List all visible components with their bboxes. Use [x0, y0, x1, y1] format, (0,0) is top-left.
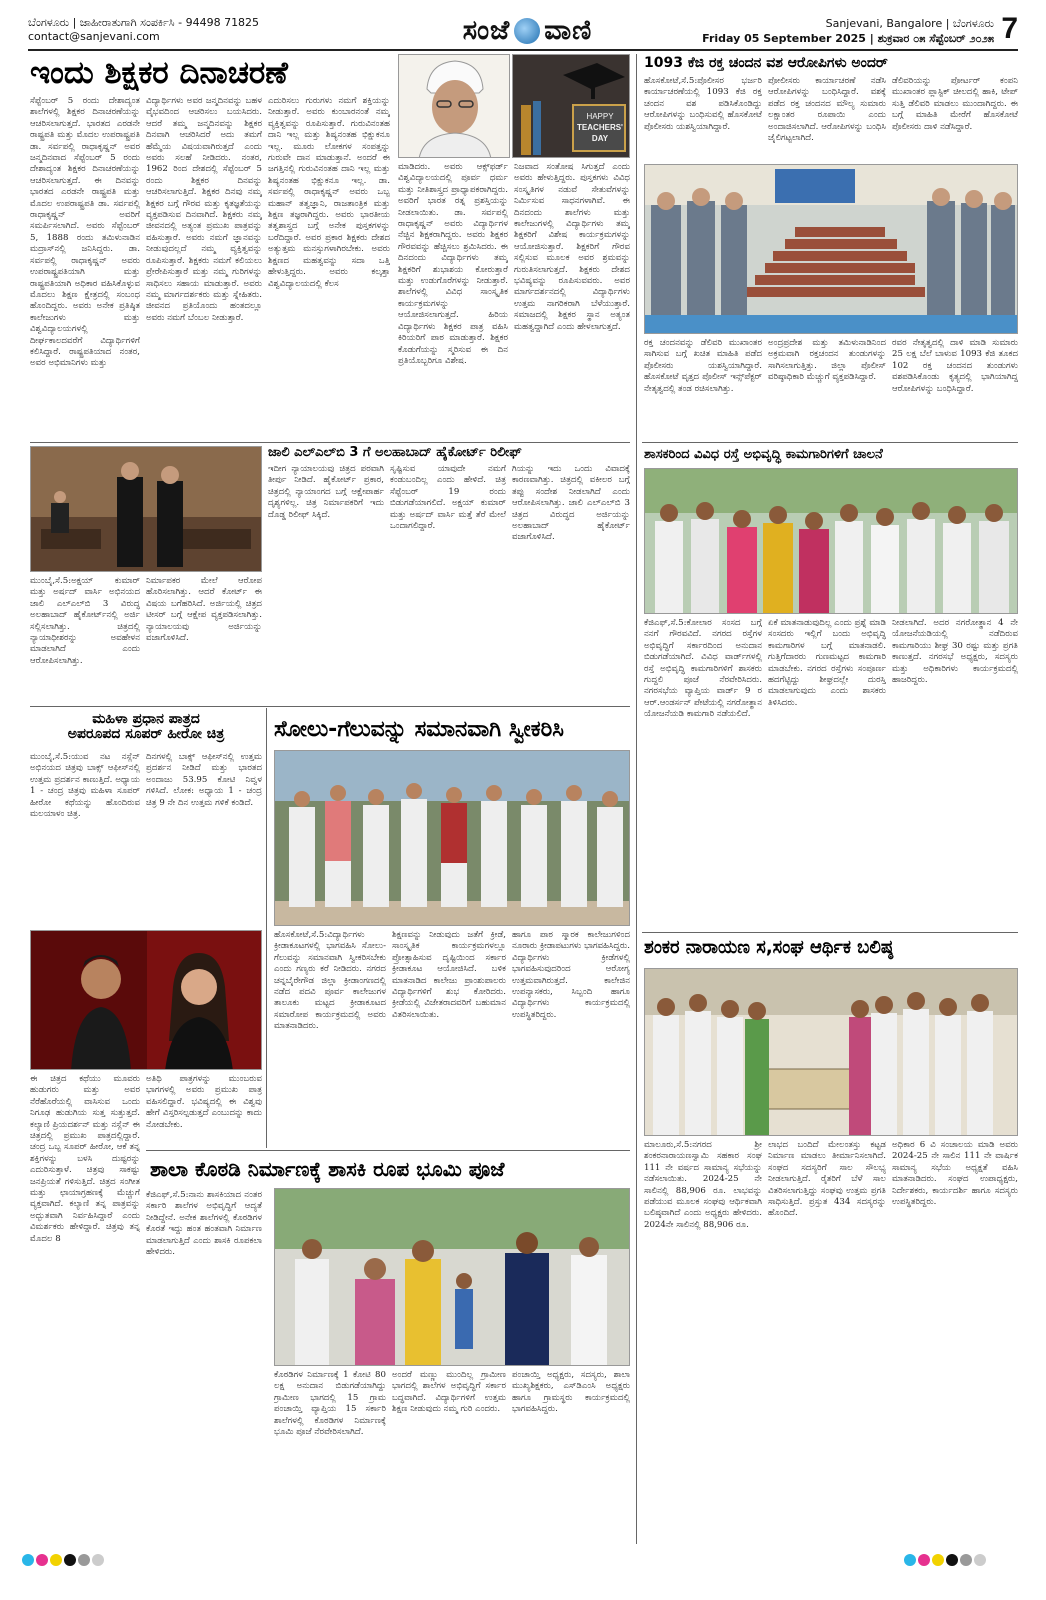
- roads-column: ಏಕೆ ಮಾತನಾಡುವುದಿಲ್ಲ ಎಂದು ಪ್ರಶ್ನೆ ಮಾಡಿ ಸಂಸದರು ಇಲ್ಲಿಗೆ ಬಂದು ಅಭಿವೃದ್ಧಿ ಕಾಮಗಾರಿಗಳ ಬಗ್ಗೆ ಮಾತನಾಡಲಿ. ಗುತ್ತಿಗೆದಾರರು ಗುಣಮಟ್ಟದ ಕಾಮಗಾರಿ ಮಾಡಬೇಕು. ನಗರದ ರಸ್ತೆಗಳು ಸಂಪೂರ್ಣ ಹದಗೆಟ್ಟಿದ್ದು ಶೀಘ್ರದಲ್ಲೇ ದುರಸ್ತಿ ಮಾಡಲಾಗುವುದು ಎಂದು ಶಾಸಕರು ತಿಳಿಸಿದರು.: [768, 618, 886, 708]
- color-calibration-strip-right: [904, 1554, 986, 1566]
- heroine-column: ಮುಂಬೈ,ಸೆ.5:ಯುವ ನಟ ನಸ್ಲೆನ್ ಅಭಿನಯದ ಚಿತ್ರವು ಬಾಕ್ಸ್ ಆಫೀಸ್‌ನಲ್ಲಿ ಉತ್ತಮ ಪ್ರದರ್ಶನ ಕಾಣುತ್ತಿದೆ. ಅಧ್ಯಾಯ 1 - ಚಂದ್ರ ಚಿತ್ರವು ಮಹಿಳಾ ಸೂಪರ್ ಹೀರೋ ಕಥೆಯನ್ನು ಹೊಂದಿರುವ ಮಲಯಾಳಂ ಚಿತ್ರ.: [30, 752, 140, 820]
- newspaper-logo: [430, 14, 625, 48]
- cooperative-meeting-photo: [644, 968, 1018, 1136]
- school-column: ಕೊಠಡಿಗಳ ನಿರ್ಮಾಣಕ್ಕೆ 1 ಕೋಟಿ 80 ಲಕ್ಷ ಅನುದಾನ ಬಿಡುಗಡೆಯಾಗಿದ್ದು ಗ್ರಾಮೀಣ ಭಾಗದಲ್ಲಿ 15 ಗ್ರಾಮ ಪಂಚಾಯ್ತಿ ವ್ಯಾಪ್ತಿಯ 15 ಸರ್ಕಾರಿ ಶಾಲೆಗಳಲ್ಲಿ ಕೊಠಡಿಗಳ ನಿರ್ಮಾಣಕ್ಕೆ ಭೂಮಿ ಪೂಜೆ ನೆರವೇರಿಸಲಾಗಿದೆ.: [274, 1370, 386, 1438]
- roads-column: ಕೆಜಿಎಫ್,ಸೆ.5:ಕೋಲಾರ ಸಂಸದ ಬಗ್ಗೆ ನನಗೆ ಗೌರವವಿದೆ. ನಗರದ ರಸ್ತೆಗಳ ಅಭಿವೃದ್ಧಿಗೆ ಸರ್ಕಾರದಿಂದ ಅನುದಾನ ಬಿಡುಗಡೆಯಾಗಿದೆ. ವಿವಿಧ ವಾರ್ಡ್‌ಗಳಲ್ಲಿ ರಸ್ತೆ ಅಭಿವೃದ್ಧಿ ಕಾಮಗಾರಿಗಳಿಗೆ ಶಾಸಕರು ಗುದ್ದಲಿ ಪೂಜೆ ನೆರವೇರಿಸಿದರು. ನಗರಸಭೆಯ ವ್ಯಾಪ್ತಿಯ ವಾರ್ಡ್ 9 ರ ಆರ್.ಆಂಡರ್ಸನ್ ಪೇಟೆಯಲ್ಲಿ ನಗರೋತ್ಥಾನ ಯೋಜನೆಯಡಿ ಕಾಮಗಾರಿ ನಡೆಯಲಿದೆ.: [644, 618, 762, 720]
- masthead-email: contact@sanjevani.com: [28, 30, 160, 43]
- school-column: ಕೆಜಿಎಫ್,ಸೆ.5:ನಾನು ಶಾಸಕಿಯಾದ ನಂತರ ಸರ್ಕಾರಿ ಶಾಲೆಗಳ ಅಭಿವೃದ್ಧಿಗೆ ಆದ್ಯತೆ ನೀಡಿದ್ದೇನೆ. ಅನೇಕ ಶಾಲೆಗಳಲ್ಲಿ ಕೊಠಡಿಗಳ ಕೊರತೆ ಇದ್ದು ಹಂತ ಹಂತವಾಗಿ ನಿರ್ಮಾಣ ಮಾಡಲಾಗುತ್ತಿದೆ ಎಂದು ಶಾಸಕಿ ರೂಪಕಲಾ ಹೇಳಿದರು.: [146, 1190, 262, 1258]
- teachers-day-column: ಮಾಡಿದರು. ಅವರು ಆಕ್ಸ್‌ಫರ್ಡ್ ವಿಶ್ವವಿದ್ಯಾಲಯದಲ್ಲಿ ಪೂರ್ವ ಧರ್ಮ ಮತ್ತು ನೀತಿಶಾಸ್ತ್ರದ ಪ್ರಾಧ್ಯಾಪಕರಾಗಿದ್ದರು. ಅವರಿಗೆ ಭಾರತ ರತ್ನ ಪ್ರಶಸ್ತಿಯನ್ನು ನೀಡಲಾಯಿತು. ಡಾ. ಸರ್ವಪಲ್ಲಿ ರಾಧಾಕೃಷ್ಣನ್ ಅವರು ವಿದ್ಯಾರ್ಥಿಗಳ ನೆಚ್ಚಿನ ಶಿಕ್ಷಕರಾಗಿದ್ದರು. ಅವರು ಶಿಕ್ಷಕರ ಗೌರವವನ್ನು ಹೆಚ್ಚಿಸಲು ಶ್ರಮಿಸಿದರು. ಈ ದಿನದಂದು ವಿದ್ಯಾರ್ಥಿಗಳು ತಮ್ಮ ಶಿಕ್ಷಕರಿಗೆ ಶುಭಾಶಯ ಕೋರುತ್ತಾರೆ ಮತ್ತು ಉಡುಗೊರೆಗಳನ್ನು ನೀಡುತ್ತಾರೆ. ಶಾಲೆಗಳಲ್ಲಿ ವಿವಿಧ ಸಾಂಸ್ಕೃತಿಕ ಕಾರ್ಯಕ್ರಮಗಳನ್ನು ಆಯೋಜಿಸಲಾಗುತ್ತದೆ. ಹಿರಿಯ ವಿದ್ಯಾರ್ಥಿಗಳು ಶಿಕ್ಷಕರ ಪಾತ್ರ ವಹಿಸಿ ಕಿರಿಯರಿಗೆ ಪಾಠ ಮಾಡುತ್ತಾರೆ. ಶಿಕ್ಷಕರ ಕೊಡುಗೆಯನ್ನು ಸ್ಮರಿಸುವ ಈ ದಿನ ಪ್ರತಿಯೊಬ್ಬರಿಗೂ ವಿಶೇಷ.: [398, 162, 508, 366]
- section-divider: [642, 932, 1018, 933]
- school-column: ಅಂದರೆ ಮಣ್ಣು ಮುಂದಿಲ್ಲ ಗ್ರಾಮೀಣ ಭಾಗದಲ್ಲಿ ಶಾಲೆಗಳ ಅಭಿವೃದ್ಧಿಗೆ ಸರ್ಕಾರ ಬದ್ಧವಾಗಿದೆ. ವಿದ್ಯಾರ್ಥಿಗಳಿಗೆ ಉತ್ತಮ ಶಿಕ್ಷಣ ನೀಡುವುದು ನಮ್ಮ ಗುರಿ ಎಂದರು.: [392, 1370, 506, 1415]
- teachers-day-column: ವಿದ್ಯಾರ್ಥಿಗಳು ಅವರ ಜನ್ಮದಿನವನ್ನು ಬಹಳ ವೈಭವದಿಂದ ಆಚರಿಸಲು ಬಯಸಿದರು. ಆದರೆ ತಮ್ಮ ಜನ್ಮದಿನವನ್ನು ಶಿಕ್ಷಕರ ದಿನವಾಗಿ ಆಚರಿಸಿದರೆ ಅದು ತಮಗೆ ಹೆಮ್ಮೆಯ ವಿಷಯವಾಗಿರುತ್ತದೆ ಎಂದು ಅವರು ಸಲಹೆ ನೀಡಿದರು. ನಂತರ, 1962 ರಿಂದ ದೇಶದಲ್ಲಿ ಸೆಪ್ಟೆಂಬರ್ 5 ರಂದು ಶಿಕ್ಷಕರ ದಿನವನ್ನು ಆಚರಿಸಲಾಗುತ್ತಿದೆ. ಶಿಕ್ಷಕರ ದಿನವು ನಮ್ಮ ಶಿಕ್ಷಕರ ಬಗ್ಗೆ ಗೌರವ ಮತ್ತು ಕೃತಜ್ಞತೆಯನ್ನು ವ್ಯಕ್ತಪಡಿಸುವ ದಿನವಾಗಿದೆ. ಶಿಕ್ಷಕರು ನಮ್ಮ ಜೀವನದಲ್ಲಿ ಅತ್ಯಂತ ಪ್ರಮುಖ ಪಾತ್ರವನ್ನು ವಹಿಸುತ್ತಾರೆ. ಅವರು ನಮಗೆ ಜ್ಞಾನವನ್ನು ನೀಡುವುದಲ್ಲದೆ ನಮ್ಮ ವ್ಯಕ್ತಿತ್ವವನ್ನು ರೂಪಿಸುತ್ತಾರೆ. ಶಿಕ್ಷಕರು ನಮಗೆ ಕಲಿಯಲು ಪ್ರೇರೇಪಿಸುತ್ತಾರೆ ಮತ್ತು ನಮ್ಮ ಗುರಿಗಳನ್ನು ಸಾಧಿಸಲು ಸಹಾಯ ಮಾಡುತ್ತಾರೆ. ಅವರು ನಮ್ಮ ಮಾರ್ಗದರ್ಶಕರು ಮತ್ತು ಸ್ನೇಹಿತರು. ಜೀವನದ ಪ್ರತಿಯೊಂದು ಹಂತದಲ್ಲೂ ಅವರು ನಮಗೆ ಬೆಂಬಲ ನೀಡುತ್ತಾರೆ.: [146, 96, 262, 323]
- roads-event-photo: [644, 468, 1018, 614]
- globe-icon: [514, 18, 540, 44]
- section-divider: [642, 442, 1018, 443]
- red-sanders-column: ರವರ ನೇತೃತ್ವದಲ್ಲಿ ದಾಳಿ ಮಾಡಿ ಸುಮಾರು 25 ಲಕ್ಷ ಬೆಲೆ ಬಾಳುವ 1093 ಕೆಜಿ ತೂಕದ 102 ರಕ್ತ ಚಂದನದ ತುಂಡುಗಳು ವಶಪಡಿಸಿಕೊಂಡು ಕೃತ್ಯದಲ್ಲಿ ಭಾಗಿಯಾಗಿದ್ದ ಆರೋಪಿಗಳನ್ನು ಬಂಧಿಸಿದ್ದಾರೆ.: [892, 338, 1018, 394]
- badge-teachers: TEACHERS': [577, 123, 623, 132]
- cooperative-column: ಮಾಲೂರು,ಸೆ.5:ನಗರದ ಶ್ರೀ ಶಂಕರನಾರಾಯಣಸ್ವಾಮಿ ಸಹಕಾರ ಸಂಘ 111 ನೇ ವರ್ಷದ ಸಾಮಾನ್ಯ ಸಭೆಯನ್ನು ನಡೆಸಲಾಯಿತು. 2024-25 ನೇ ಸಾಲಿನಲ್ಲಿ 88,906 ರೂ. ಲಾಭವನ್ನು ಪಡೆಯುವ ಮೂಲಕ ಸಂಘವು ಆರ್ಥಿಕವಾಗಿ ಬಲಿಷ್ಠವಾಗಿದೆ ಎಂದು ಅಧ್ಯಕ್ಷರು ಹೇಳಿದರು. 2024ನೇ ಸಾಲಿನಲ್ಲಿ 88,906 ರೂ.: [644, 1140, 762, 1230]
- logo-text-right: ವಾಣಿ: [544, 15, 593, 46]
- school-column: ಪಂಚಾಯ್ತಿ ಅಧ್ಯಕ್ಷರು, ಸದಸ್ಯರು, ಶಾಲಾ ಮುಖ್ಯಶಿಕ್ಷಕರು, ಎಸ್‌ಡಿಎಂಸಿ ಅಧ್ಯಕ್ಷರು ಹಾಗೂ ಗ್ರಾಮಸ್ಥರು ಕಾರ್ಯಕ್ರಮದಲ್ಲಿ ಭಾಗವಹಿಸಿದ್ದರು.: [512, 1370, 630, 1415]
- film-poster-photo: [30, 930, 262, 1070]
- cooperative-column: ಲಾಭದ ಬಂದಿದೆ ಮೇಲಂತಸ್ತು ಕಟ್ಟಡ ನಿರ್ಮಾಣ ಮಾಡಲು ತೀರ್ಮಾನಿಸಲಾಗಿದೆ. ಸಂಘದ ಸದಸ್ಯರಿಗೆ ಸಾಲ ಸೌಲಭ್ಯ ನೀಡಲಾಗುತ್ತಿದೆ. ರೈತರಿಗೆ ಬೆಳೆ ಸಾಲ ವಿತರಿಸಲಾಗುತ್ತಿದ್ದು ಸಂಘವು ಉತ್ತಮ ಪ್ರಗತಿ ಸಾಧಿಸುತ್ತಿದೆ. ಪ್ರಸ್ತುತ 434 ಸದಸ್ಯರನ್ನು ಹೊಂದಿದೆ.: [768, 1140, 886, 1219]
- high-court-column: ನಿರ್ಮಾಪಕರ ಮೇಲೆ ಆರೋಪ ಹೊರಿಸಲಾಗಿತ್ತು. ಆದರೆ ಕೋರ್ಟ್ ಈ ವಿಷಯ ಬಗೆಹರಿಸಿದೆ. ಅರ್ಜಿಯಲ್ಲಿ ಚಿತ್ರದ ಟೀಸರ್ ಬಗ್ಗೆ ಆಕ್ಷೇಪ ವ್ಯಕ್ತಪಡಿಸಲಾಗಿತ್ತು. ನ್ಯಾಯಾಲಯವು ಅರ್ಜಿಯನ್ನು ವಜಾಗೊಳಿಸಿದೆ.: [146, 576, 262, 644]
- teachers-day-graphic: [512, 54, 630, 158]
- badge-happy: HAPPY: [586, 112, 614, 121]
- bhoomi-pooja-photo: [274, 1188, 630, 1366]
- school-headline: ಶಾಲಾ ಕೊಠಡಿ ನಿರ್ಮಾಣಕ್ಕೆ ಶಾಸಕಿ ರೂಪ ಭೂಮಿ ಪೂಜೆ: [150, 1157, 505, 1181]
- red-sanders-photo: [644, 164, 1018, 334]
- win-loss-headline: ಸೋಲು-ಗೆಲುವನ್ನು ಸಮಾನವಾಗಿ ಸ್ವೀಕರಿಸಿ: [274, 717, 564, 742]
- heroine-column: ಅತಿಥಿ ಪಾತ್ರಗಳನ್ನು ಮುಂಬರುವ ಭಾಗಗಳಲ್ಲಿ ಅವರು ಪ್ರಮುಖ ಪಾತ್ರ ವಹಿಸಲಿದ್ದಾರೆ. ಭವಿಷ್ಯದಲ್ಲಿ ಈ ವಿಶ್ವವು ಹೇಗೆ ವಿಸ್ತರಿಸಲ್ಪಡುತ್ತದೆ ಎಂಬುದನ್ನು ಕಾದು ನೋಡಬೇಕು.: [146, 1074, 262, 1130]
- roads-column: ನೀಡಲಾಗಿದೆ. ಅದರ ನಗರೋತ್ಥಾನ 4 ನೇ ಯೋಜನೆಯಡಿಯಲ್ಲಿ ನಡೆದಿರುವ ಕಾಮಗಾರಿಯು ಶೀಘ್ರ 30 ರಷ್ಟು ಮತ್ತು ಪ್ರಗತಿ ಕಾಣುತ್ತದೆ. ನಗರಸಭೆ ಅಧ್ಯಕ್ಷರು, ಸದಸ್ಯರು ಮತ್ತು ಅಧಿಕಾರಿಗಳು ಕಾರ್ಯಕ್ರಮದಲ್ಲಿ ಹಾಜರಿದ್ದರು.: [892, 618, 1018, 686]
- masthead-ad-line: ಬೆಂಗಳೂರು | ಜಾಹೀರಾತುಗಾಗಿ ಸಂಪರ್ಕಿಸಿ - 94498 71825: [28, 16, 260, 29]
- heroine-headline-line1: ಮಹಿಳಾ ಪ್ರಧಾನ ಪಾತ್ರದ: [92, 711, 200, 727]
- section-divider: [146, 1150, 630, 1151]
- heroine-headline: [30, 712, 262, 743]
- cooperative-headline: ಶಂಕರ ನಾರಾಯಣ ಸ,ಸಂಘ ಆರ್ಥಿಕ ಬಲಿಷ್ಠ: [644, 937, 894, 958]
- teachers-day-column: ಎದುರಿಸಲು ಗುರುಗಳು ನಮಗೆ ಶಕ್ತಿಯನ್ನು ನೀಡುತ್ತಾರೆ. ಅವರು ಕುಂಬಾರನಂತೆ ನಮ್ಮ ವ್ಯಕ್ತಿತ್ವವನ್ನು ರೂಪಿಸುತ್ತಾರೆ. ಗುರುವಿನಂತಹ ದಾನಿ ಇಲ್ಲ ಮತ್ತು ಶಿಷ್ಯನಂತಹ ಭಿಕ್ಷುಕನೂ ಇಲ್ಲ. ಮೂರು ಲೋಕಗಳ ಸಂಪತ್ತನ್ನು ಗುರುವೇ ದಾನ ಮಾಡುತ್ತಾನೆ. ಅಂದರೆ ಈ ಜಗತ್ತಿನಲ್ಲಿ ಗುರುವಿನಂತಹ ದಾನಿ ಇಲ್ಲ ಮತ್ತು ಶಿಷ್ಯನಂತಹ ಭಿಕ್ಷುಕನೂ ಇಲ್ಲ. ಡಾ. ಸರ್ವಪಲ್ಲಿ ರಾಧಾಕೃಷ್ಣನ್ ಅವರು ಒಬ್ಬ ಮಹಾನ್ ತತ್ವಜ್ಞಾನಿ, ರಾಜತಾಂತ್ರಿಕ ಮತ್ತು ಶಿಕ್ಷಣ ತಜ್ಞರಾಗಿದ್ದರು. ಅವರು ಭಾರತೀಯ ತತ್ವಶಾಸ್ತ್ರದ ಬಗ್ಗೆ ಅನೇಕ ಪುಸ್ತಕಗಳನ್ನು ಬರೆದಿದ್ದಾರೆ. ಅವರ ಪ್ರಕಾರ ಶಿಕ್ಷಕರು ದೇಶದ ಅತ್ಯುತ್ತಮ ಮನಸ್ಸುಗಳಾಗಿರಬೇಕು. ಅವರು ಶಿಕ್ಷಣದ ಮಹತ್ವವನ್ನು ಸದಾ ಒತ್ತಿ ಹೇಳುತ್ತಿದ್ದರು. ಅವರು ಕಲ್ಕತ್ತಾ ವಿಶ್ವವಿದ್ಯಾಲಯದಲ್ಲಿ ಕೆಲಸ: [268, 96, 390, 289]
- column-divider: [266, 708, 267, 1148]
- teachers-day-column: ನಿಜವಾದ ಸಂತೋಷ ಸಿಗುತ್ತದೆ ಎಂದು ಅವರು ಹೇಳುತ್ತಿದ್ದರು. ಪುಸ್ತಕಗಳು ವಿವಿಧ ಸಂಸ್ಕೃತಿಗಳ ನಡುವೆ ಸೇತುವೆಗಳನ್ನು ನಿರ್ಮಿಸುವ ಸಾಧನಗಳಾಗಿವೆ. ಈ ದಿನದಂದು ಶಾಲೆಗಳು ಮತ್ತು ಕಾಲೇಜುಗಳಲ್ಲಿ ವಿದ್ಯಾರ್ಥಿಗಳು ತಮ್ಮ ಶಿಕ್ಷಕರಿಗೆ ವಿಶೇಷ ಕಾರ್ಯಕ್ರಮಗಳನ್ನು ಆಯೋಜಿಸುತ್ತಾರೆ. ಶಿಕ್ಷಕರಿಗೆ ಗೌರವ ಸಲ್ಲಿಸುವ ಮೂಲಕ ಅವರ ಶ್ರಮವನ್ನು ಗುರುತಿಸಲಾಗುತ್ತದೆ. ಶಿಕ್ಷಕರು ದೇಶದ ಭವಿಷ್ಯವನ್ನು ರೂಪಿಸುವವರು. ಅವರ ಮಾರ್ಗದರ್ಶನದಲ್ಲಿ ವಿದ್ಯಾರ್ಥಿಗಳು ಉತ್ತಮ ನಾಗರಿಕರಾಗಿ ಬೆಳೆಯುತ್ತಾರೆ. ಸಮಾಜದಲ್ಲಿ ಶಿಕ್ಷಕರ ಸ್ಥಾನ ಅತ್ಯಂತ ಮಹತ್ವದ್ದಾಗಿದೆ ಎಂದು ಹೇಳಲಾಗುತ್ತದೆ.: [514, 162, 630, 332]
- courtroom-photo: [30, 446, 262, 572]
- section-divider: [30, 706, 630, 707]
- high-court-column: ಮುಂಬೈ,ಸೆ.5:ಅಕ್ಷಯ್ ಕುಮಾರ್ ಮತ್ತು ಅರ್ಷದ್ ವಾರ್ಸಿ ಅಭಿನಯದ ಜಾಲಿ ಎಲ್‌ಎಲ್‌ಬಿ 3 ವಿರುದ್ಧ ಅಲಹಾಬಾದ್ ಹೈಕೋರ್ಟ್‌ನಲ್ಲಿ ಅರ್ಜಿ ಸಲ್ಲಿಸಲಾಗಿತ್ತು. ಚಿತ್ರದಲ್ಲಿ ನ್ಯಾಯಾಧೀಶರನ್ನು ಅವಹೇಳನ ಮಾಡಲಾಗಿದೆ ಎಂದು ಆರೋಪಿಸಲಾಗಿತ್ತು.: [30, 576, 140, 666]
- win-loss-column: ಶಿಕ್ಷಣವನ್ನು ನೀಡುವುದು ಜತೆಗೆ ಕ್ರೀಡೆ, ಸಾಂಸ್ಕೃತಿಕ ಕಾರ್ಯಕ್ರಮಗಳಲ್ಲೂ ಪ್ರೋತ್ಸಾಹಿಸುವ ದೃಷ್ಟಿಯಿಂದ ಸರ್ಕಾರ ಕ್ರೀಡಾಕೂಟ ಆಯೋಜಿಸಿದೆ. ಬಳಿಕ ಮಾತನಾಡಿದ ಕಾಲೇಜು ಪ್ರಾಂಶುಪಾಲರು ವಿದ್ಯಾರ್ಥಿಗಳಿಗೆ ಶುಭ ಕೋರಿದರು. ಕ್ರೀಡೆಯಲ್ಲಿ ವಿಜೇತರಾದವರಿಗೆ ಬಹುಮಾನ ವಿತರಿಸಲಾಯಿತು.: [392, 930, 506, 1020]
- red-sanders-headline: 1093 ಕೆಜಿ ರಕ್ತ ಚಂದನ ವಶ ಆರೋಪಿಗಳು ಅಂದರ್: [644, 55, 888, 71]
- heroine-column: ಈ ಚಿತ್ರದ ಕಥೆಯು ಮೂವರು ಹುಡುಗರು ಮತ್ತು ಅವರ ನೆರೆಹೊರೆಯಲ್ಲಿ ವಾಸಿಸುವ ಒಂದು ನಿಗೂಢ ಹುಡುಗಿಯ ಸುತ್ತ ಸುತ್ತುತ್ತದೆ. ಕಲ್ಯಾಣಿ ಪ್ರಿಯದರ್ಶನ್ ಮತ್ತು ನಸ್ಲೆನ್ ಈ ಚಿತ್ರದಲ್ಲಿ ಪ್ರಮುಖ ಪಾತ್ರದಲ್ಲಿದ್ದಾರೆ. ಚಂದ್ರ ಒಬ್ಬ ಸೂಪರ್ ಹೀರೋ, ಆಕೆ ತನ್ನ ಶಕ್ತಿಗಳನ್ನು ಬಳಸಿ ದುಷ್ಟರನ್ನು ಎದುರಿಸುತ್ತಾಳೆ. ಚಿತ್ರವು ಸಾಕಷ್ಟು ಜನಪ್ರಿಯತೆ ಗಳಿಸುತ್ತಿದೆ. ಚಿತ್ರದ ಸಂಗೀತ ಮತ್ತು ಛಾಯಾಗ್ರಹಣಕ್ಕೆ ಮೆಚ್ಚುಗೆ ವ್ಯಕ್ತವಾಗಿದೆ. ಕಲ್ಯಾಣಿ ತನ್ನ ಪಾತ್ರವನ್ನು ಅದ್ಭುತವಾಗಿ ನಿರ್ವಹಿಸಿದ್ದಾರೆ ಎಂದು ವಿಮರ್ಶಕರು ಹೇಳಿದ್ದಾರೆ. ಚಿತ್ರವು ತನ್ನ ಮೊದಲ 8: [30, 1074, 140, 1244]
- badge-day: DAY: [591, 134, 609, 143]
- red-sanders-column: ರಕ್ತ ಚಂದನವನ್ನು ಡೆಲಿವರಿ ಮುಖಾಂತರ ಸಾಗಿಸುವ ಬಗ್ಗೆ ಖಚಿತ ಮಾಹಿತಿ ಪಡೆದ ಪೊಲೀಸರು ಯಶಸ್ವಿಯಾಗಿದ್ದಾರೆ. ಹೊಸಕೋಟೆ ವೃತ್ತದ ಪೊಲೀಸ್ ಇನ್ಸ್‌ಪೆಕ್ಟರ್ ನೇತೃತ್ವದಲ್ಲಿ ತಂಡ ರಚಿಸಲಾಗಿತ್ತು.: [644, 338, 762, 394]
- high-court-column: ಸೃಷ್ಟಿಸುವ ಯಾವುದೇ ನಮಗೆ ಕಂಡುಬಂದಿಲ್ಲ ಎಂದು ಹೇಳಿದೆ. ಚಿತ್ರ ಸೆಪ್ಟೆಂಬರ್ 19 ರಂದು ಬಿಡುಗಡೆಯಾಗಲಿದೆ. ಅಕ್ಷಯ್ ಕುಮಾರ್ ಮತ್ತು ಅರ್ಷದ್ ವಾರ್ಸಿ ಮತ್ತೆ ತೆರೆ ಮೇಲೆ ಒಂದಾಗಲಿದ್ದಾರೆ.: [390, 464, 506, 532]
- masthead-dateline: [702, 16, 994, 46]
- red-sanders-column: ಅಂದ್ರಪ್ರದೇಶ ಮತ್ತು ತಮಿಳುನಾಡಿನಿಂದ ಅಕ್ರಮವಾಗಿ ರಕ್ತಚಂದನ ತುಂಡುಗಳನ್ನು ಸಾಗಿಸಲಾಗುತ್ತಿತ್ತು. ಜಿಲ್ಲಾ ಪೊಲೀಸ್ ವರಿಷ್ಠಾಧಿಕಾರಿ ಮೆಚ್ಚುಗೆ ವ್ಯಕ್ತಪಡಿಸಿದ್ದಾರೆ.: [768, 338, 886, 383]
- masthead-contact: [28, 16, 259, 44]
- red-sanders-column: ಹೊಸಕೋಟೆ,ಸೆ.5:ಪೊಲೀಸರ ಭರ್ಜರಿ ಕಾರ್ಯಾಚರಣೆಯಲ್ಲಿ 1093 ಕೆಜಿ ರಕ್ತ ಚಂದನ ವಶ ಪಡಿಸಿಕೊಂಡಿದ್ದು ಆರೋಪಿಗಳನ್ನು ಬಂಧಿಸುವಲ್ಲಿ ಹೊಸಕೋಟೆ ಪೊಲೀಸರು ಯಶಸ್ವಿಯಾಗಿದ್ದಾರೆ.: [644, 76, 762, 132]
- column-divider: [636, 54, 637, 1544]
- high-court-column: ಇದೀಗ ನ್ಯಾಯಾಲಯವು ಚಿತ್ರದ ಪರವಾಗಿ ತೀರ್ಪು ನೀಡಿದೆ. ಹೈಕೋರ್ಟ್ ಪ್ರಕಾರ, ಚಿತ್ರದಲ್ಲಿ ನ್ಯಾಯಾಂಗದ ಬಗ್ಗೆ ಆಕ್ಷೇಪಾರ್ಹ ದೃಶ್ಯಗಳಿಲ್ಲ. ಚಿತ್ರ ನಿರ್ಮಾಪಕರಿಗೆ ಇದು ದೊಡ್ಡ ರಿಲೀಫ್ ಸಿಕ್ಕಿದೆ.: [268, 464, 384, 520]
- teachers-day-headline: ಇಂದು ಶಿಕ್ಷಕರ ದಿನಾಚರಣೆ: [30, 55, 288, 91]
- roads-headline: ಶಾಸಕರಿಂದ ವಿವಿಧ ರಸ್ತೆ ಅಭಿವೃದ್ಧಿ ಕಾಮಗಾರಿಗಳಿಗೆ ಚಾಲನೆ: [644, 447, 883, 462]
- section-divider: [30, 442, 630, 443]
- masthead-rule: [28, 49, 1018, 51]
- teachers-day-column: ಸೆಪ್ಟೆಂಬರ್ 5 ರಂದು ದೇಶಾದ್ಯಂತ ಶಾಲೆಗಳಲ್ಲಿ ಶಿಕ್ಷಕರ ದಿನಾಚರಣೆಯನ್ನು ಆಚರಿಸಲಾಗುತ್ತದೆ. ಭಾರತದ ಎರಡನೇ ರಾಷ್ಟ್ರಪತಿ ಮತ್ತು ಮೊದಲ ಉಪರಾಷ್ಟ್ರಪತಿ ಡಾ. ಸರ್ವಪಲ್ಲಿ ರಾಧಾಕೃಷ್ಣನ್ ಅವರ ಜನ್ಮದಿನವಾದ ಸೆಪ್ಟೆಂಬರ್ 5 ರಂದು ದೇಶಾದ್ಯಂತ ಶಿಕ್ಷಕರ ದಿನಾಚರಣೆಯನ್ನು ಆಚರಿಸಲಾಗುತ್ತದೆ. ಈ ದಿನವನ್ನು ಭಾರತದ ಎರಡನೇ ರಾಷ್ಟ್ರಪತಿ ಮತ್ತು ಮೊದಲ ಉಪರಾಷ್ಟ್ರಪತಿ ಡಾ. ಸರ್ವಪಲ್ಲಿ ರಾಧಾಕೃಷ್ಣನ್ ಅವರಿಗೆ ಸಮರ್ಪಿಸಲಾಗಿದೆ. ಅವರು ಸೆಪ್ಟೆಂಬರ್ 5, 1888 ರಂದು ತಮಿಳುನಾಡಿನ ಮದ್ರಾಸ್‌ನಲ್ಲಿ ಜನಿಸಿದ್ದರು. ಡಾ. ಸರ್ವಪಲ್ಲಿ ರಾಧಾಕೃಷ್ಣನ್ ಅವರು ಉಪರಾಷ್ಟ್ರಪತಿಯಾಗಿ ಮತ್ತು ರಾಷ್ಟ್ರಪತಿಯಾಗಿ ಅಧಿಕಾರ ವಹಿಸಿಕೊಳ್ಳುವ ಮೊದಲು ಶಿಕ್ಷಣ ಕ್ಷೇತ್ರದಲ್ಲಿ ಸಂಬಂಧ ಹೊಂದಿದ್ದರು. ಅವರು ಅನೇಕ ಪ್ರತಿಷ್ಠಿತ ಕಾಲೇಜುಗಳು ಮತ್ತು ವಿಶ್ವವಿದ್ಯಾಲಯಗಳಲ್ಲಿ ದೀರ್ಘಕಾಲದವರೆಗೆ ವಿದ್ಯಾರ್ಥಿಗಳಿಗೆ ಕಲಿಸಿದ್ದಾರೆ. ರಾಷ್ಟ್ರಪತಿಯಾದ ನಂತರ, ಅವರ ಅಭಿಮಾನಿಗಳು ಮತ್ತು: [30, 96, 140, 369]
- win-loss-column: ಹೊಸಕೋಟೆ,ಸೆ.5:ವಿದ್ಯಾರ್ಥಿಗಳು ಕ್ರೀಡಾಕೂಟಗಳಲ್ಲಿ ಭಾಗವಹಿಸಿ ಸೋಲು-ಗೆಲುವನ್ನು ಸಮಾನವಾಗಿ ಸ್ವೀಕರಿಸಬೇಕು ಎಂದು ಗಣ್ಯರು ಕರೆ ನೀಡಿದರು. ನಗರದ ಚನ್ನಬೈರೇಗೌಡ ಜಿಲ್ಲಾ ಕ್ರೀಡಾಂಗಣದಲ್ಲಿ ನಡೆದ ಪದವಿ ಪೂರ್ವ ಕಾಲೇಜುಗಳ ತಾಲೂಕು ಮಟ್ಟದ ಕ್ರೀಡಾಕೂಟದ ಸಮಾರೋಪ ಕಾರ್ಯಕ್ರಮದಲ್ಲಿ ಅವರು ಮಾತನಾಡಿದರು.: [274, 930, 386, 1032]
- high-court-column: ಗಿಯನ್ನು ಇದು ಒಂದು ವಿವಾದಕ್ಕೆ ಕಾರಣವಾಗಿತ್ತು. ಚಿತ್ರದಲ್ಲಿ ವಕೀಲರ ಬಗ್ಗೆ ತಪ್ಪು ಸಂದೇಶ ನೀಡಲಾಗಿದೆ ಎಂದು ಆರೋಪಿಸಲಾಗಿತ್ತು. ಜಾಲಿ ಎಲ್‌ಎಲ್‌ಬಿ 3 ಚಿತ್ರದ ವಿರುದ್ಧದ ಅರ್ಜಿಯನ್ನು ಅಲಹಾಬಾದ್ ಹೈಕೋರ್ಟ್ ವಜಾಗೊಳಿಸಿದೆ.: [512, 464, 630, 543]
- masthead-date: Friday 05 September 2025 | ಶುಕ್ರವಾರ ೦೫ ಸೆಪ್ಟೆಂಬರ್ ೨೦೨೫: [702, 32, 994, 45]
- radhakrishnan-photo: [398, 54, 510, 158]
- red-sanders-column: ಪೋಲೀಸರು ಕಾರ್ಯಾಚರಣೆ ನಡೆಸಿ ಆರೋಪಿಗಳನ್ನು ಬಂಧಿಸಿದ್ದಾರೆ. ವಶಕ್ಕೆ ಪಡೆದ ರಕ್ತ ಚಂದನದ ಮೌಲ್ಯ ಸುಮಾರು ಲಕ್ಷಾಂತರ ರೂಪಾಯಿ ಎಂದು ಅಂದಾಜಿಸಲಾಗಿದೆ. ಆರೋಪಿಗಳನ್ನು ಬಂಧಿಸಿ ಜೈಲಿಗಟ್ಟಲಾಗಿದೆ.: [768, 76, 886, 144]
- page-number: 7: [1001, 12, 1018, 45]
- high-court-headline: ಜಾಲಿ ಎಲ್‌ಎಲ್‌ಬಿ 3 ಗೆ ಅಲಹಾಬಾದ್ ಹೈಕೋರ್ಟ್ ರಿಲೀಫ್: [268, 445, 522, 460]
- logo-text-left: ಸಂಜೆ: [462, 15, 511, 46]
- heroine-column: ದಿನಗಳಲ್ಲಿ ಬಾಕ್ಸ್ ಆಫೀಸ್‌ನಲ್ಲಿ ಉತ್ತಮ ಪ್ರದರ್ಶನ ನೀಡಿದೆ ಮತ್ತು ಭಾರತದ ಅಂದಾಜು 53.95 ಕೋಟಿ ನಿವ್ವಳ ಗಳಿಸಿದೆ. ಲೋಕ: ಅಧ್ಯಾಯ 1 - ಚಂದ್ರ ಚಿತ್ರ 9 ನೇ ದಿನ ಉತ್ತಮ ಗಳಿಕೆ ಕಂಡಿದೆ.: [146, 752, 262, 808]
- win-loss-column: ಹಾಗೂ ಪಾಠ ಸ್ಮಾರಕ ಕಾಲೇಜುಗಳಿಂದ ನೂರಾರು ಕ್ರೀಡಾಪಟುಗಳು ಭಾಗವಹಿಸಿದ್ದರು. ವಿದ್ಯಾರ್ಥಿಗಳು ಕ್ರೀಡೆಗಳಲ್ಲಿ ಭಾಗವಹಿಸುವುದರಿಂದ ಆರೋಗ್ಯ ಉತ್ತಮವಾಗಿರುತ್ತದೆ. ಕಾಲೇಜಿನ ಉಪನ್ಯಾಸಕರು, ಸಿಬ್ಬಂದಿ ಹಾಗೂ ವಿದ್ಯಾರ್ಥಿಗಳು ಕಾರ್ಯಕ್ರಮದಲ್ಲಿ ಉಪಸ್ಥಿತರಿದ್ದರು.: [512, 930, 630, 1020]
- heroine-headline-line2: ಅಪರೂಪದ ಸೂಪರ್ ಹೀರೋ ಚಿತ್ರ: [67, 726, 225, 743]
- color-calibration-strip-left: [22, 1554, 104, 1566]
- cooperative-column: ಅಧಿಕಾರ 6 ವಿ ಸಂಚಾಲಯ ಮಾಡಿ ಅವರು 2024-25 ನೇ ಸಾಲಿನ 111 ನೇ ವಾರ್ಷಿಕ ಸಾಮಾನ್ಯ ಸಭೆಯ ಅಧ್ಯಕ್ಷತೆ ವಹಿಸಿ ಮಾತನಾಡಿದರು. ಸಂಘದ ಉಪಾಧ್ಯಕ್ಷರು, ನಿರ್ದೇಶಕರು, ಕಾರ್ಯದರ್ಶಿ ಹಾಗೂ ಸದಸ್ಯರು ಉಪಸ್ಥಿತರಿದ್ದರು.: [892, 1140, 1018, 1208]
- masthead-edition: Sanjevani, Bangalore | ಬೆಂಗಳೂರು: [825, 17, 994, 30]
- sports-meet-photo: [274, 750, 630, 926]
- red-sanders-column: ಡೆಲಿವರಿಯನ್ನು ಪೋರ್ಟರ್ ಕಂಪನಿ ಮುಖಾಂತರ ಪ್ಲಾಸ್ಟಿಕ್ ಚೀಲದಲ್ಲಿ ಹಾಕಿ, ಟೇಪ್ ಸುತ್ತಿ ಡೆಲಿವರಿ ಮಾಡಲು ಮುಂದಾಗಿದ್ದರು. ಈ ಬಗ್ಗೆ ಮಾಹಿತಿ ಮೇರೆಗೆ ಹೊಸಕೋಟೆ ಪೊಲೀಸರು ದಾಳಿ ನಡೆಸಿದ್ದಾರೆ.: [892, 76, 1018, 132]
